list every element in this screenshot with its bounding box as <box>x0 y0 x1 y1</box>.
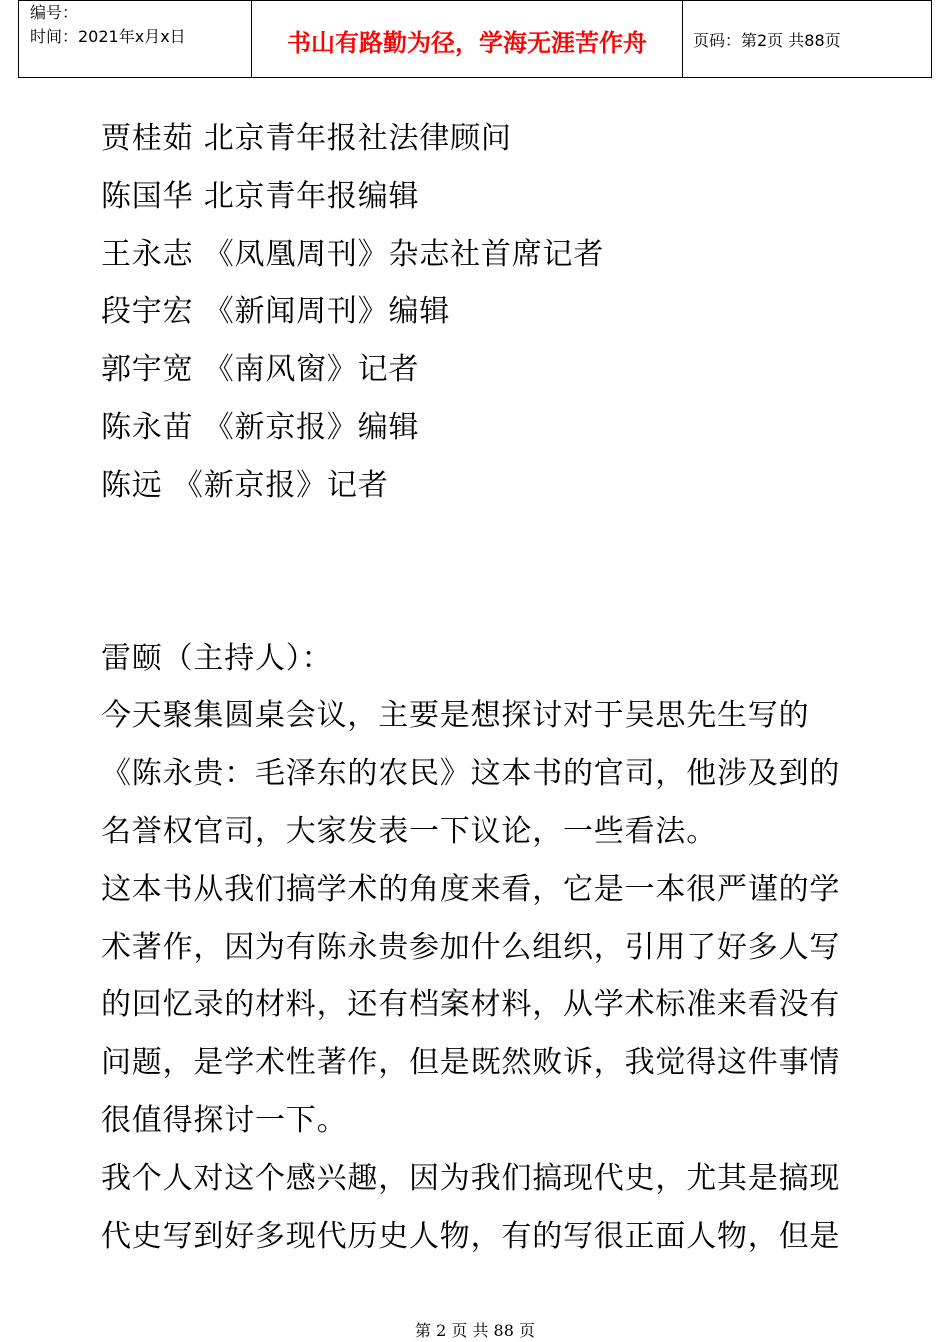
body-line: 很值得探讨一下。 <box>101 1102 348 1138</box>
participant-line: 段宇宏 《新闻周刊》编辑 <box>101 294 451 330</box>
participant-line: 贾桂茹 北京青年报社法律顾问 <box>101 121 512 156</box>
paragraph-gap <box>101 515 881 630</box>
body-line: 名誉权官司，大家发表一下议论，一些看法。 <box>101 813 717 849</box>
body-line: 的回忆录的材料，还有档案材料，从学术标准来看没有 <box>101 987 841 1023</box>
header-meta-cell <box>19 1 252 78</box>
page-footer: 第 2 页 共 88 页 <box>415 1321 535 1340</box>
document-number-label: 编号： <box>30 3 79 22</box>
header-motto: 书山有路勤为径，学海无涯苦作舟 <box>287 28 647 57</box>
participant-line: 郭宇宽 《南风窗》记者 <box>101 352 420 388</box>
header-motto-cell <box>252 1 683 78</box>
header-table <box>18 0 932 78</box>
document-body <box>101 110 881 1265</box>
body-line: 我个人对这个感兴趣，因为我们搞现代史，尤其是搞现 <box>101 1160 841 1196</box>
participant-line: 王永志 《凤凰周刊》杂志社首席记者 <box>101 236 605 272</box>
document-time-label: 时间：2021年x月x日 <box>30 27 186 46</box>
header-page-label: 页码：第2页 共88页 <box>693 30 841 50</box>
body-line: 今天聚集圆桌会议，主要是想探讨对于吴思先生写的 <box>101 698 810 734</box>
speaker-heading: 雷颐（主持人）： <box>101 640 333 676</box>
body-line: 代史写到好多现代历史人物，有的写很正面人物，但是 <box>101 1218 841 1254</box>
body-line: 《陈永贵：毛泽东的农民》这本书的官司，他涉及到的 <box>101 756 841 792</box>
header-page-cell <box>683 1 932 78</box>
participant-line: 陈远 《新京报》记者 <box>101 467 389 503</box>
participant-line: 陈国华 北京青年报编辑 <box>101 178 420 214</box>
participant-line: 陈永苗 《新京报》编辑 <box>101 409 420 445</box>
body-line: 这本书从我们搞学术的角度来看，它是一本很严谨的学 <box>101 871 841 907</box>
body-line: 问题，是学术性著作，但是既然败诉，我觉得这件事情 <box>101 1045 841 1081</box>
body-line: 术著作，因为有陈永贵参加什么组织，引用了好多人写 <box>101 929 841 965</box>
